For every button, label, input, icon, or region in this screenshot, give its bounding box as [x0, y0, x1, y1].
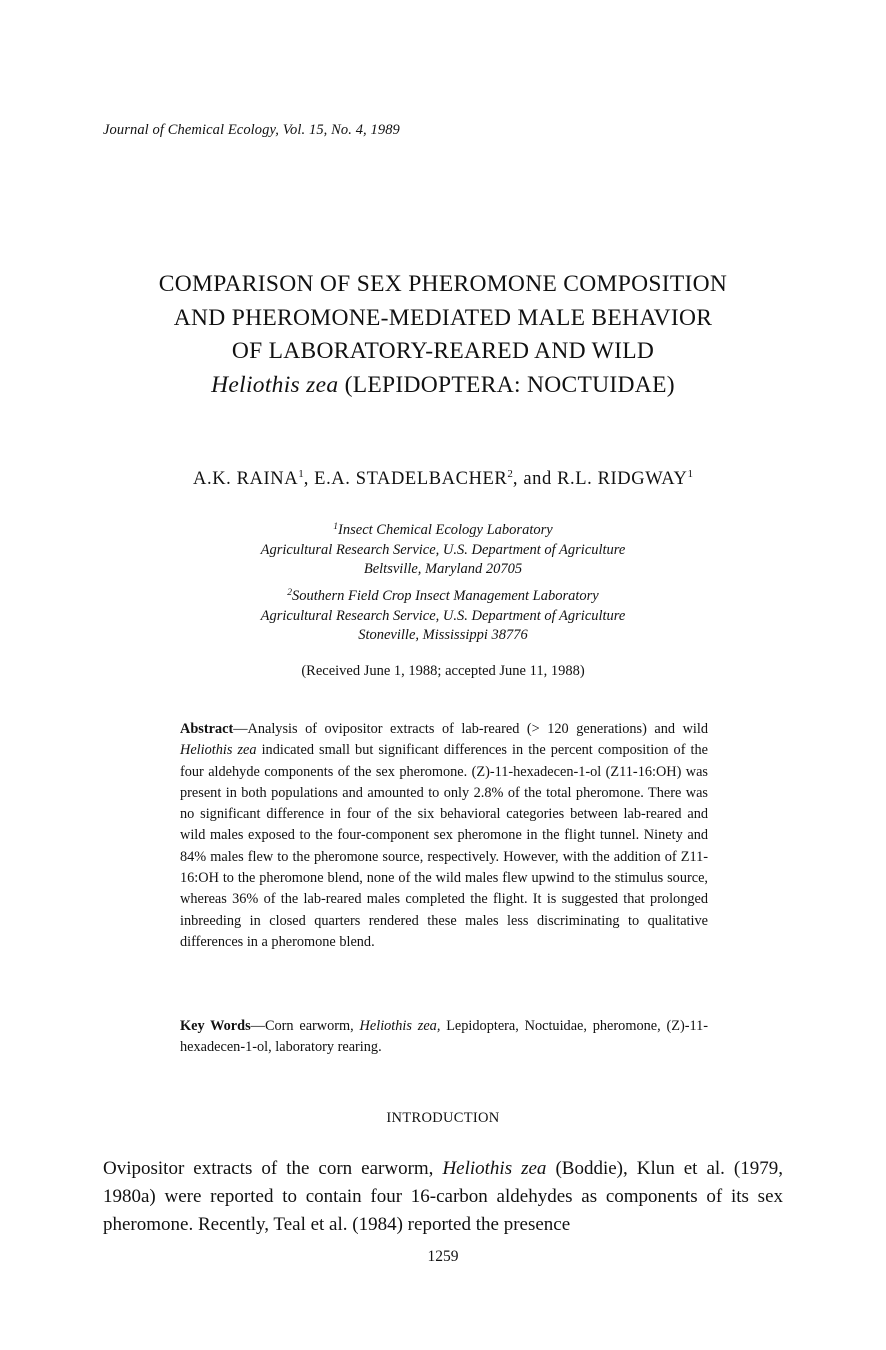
title-species-name: Heliothis zea [211, 371, 339, 398]
title-line-3: OF LABORATORY-REARED AND WILD [231, 338, 655, 364]
affiliation-location: Stoneville, Mississippi 38776 [358, 627, 528, 643]
abstract-species-name: Heliothis zea [180, 742, 257, 759]
author-name: R.L. RIDGWAY [557, 469, 688, 489]
keywords-paragraph [180, 1016, 708, 1059]
keywords-text-2: Lepidoptera, Noctuidae, pheromone, (Z)-11-hexadecen-1-ol, laboratory rearing. [180, 1018, 708, 1056]
author-separator: , and [512, 469, 558, 489]
received-dates: (Received June 1, 1988; accepted June 11, 1988) [301, 663, 585, 679]
intro-text-1: Ovipositor extracts of the corn earworm, [103, 1158, 443, 1179]
title-line-1: COMPARISON OF SEX PHEROMONE COMPOSITION [158, 271, 728, 297]
title-line-4 [60, 369, 826, 403]
keywords-label: Key Words [180, 1018, 251, 1034]
title-taxonomy: (LEPIDOPTERA: NOCTUIDAE) [338, 371, 675, 398]
affiliation-1 [60, 518, 826, 580]
abstract-label: Abstract [180, 721, 234, 737]
journal-citation: Journal of Chemical Ecology, Vol. 15, No. 4, 1989 [103, 122, 400, 138]
article-title [60, 268, 826, 402]
abstract-dash: — [233, 721, 248, 737]
intro-text-2: (Boddie), Klun et al. (1979, 1980a) were reported to contain four 16-carbon aldehydes as components of its sex pheromone. Recently, Teal et al. (1984) reported the presence [103, 1158, 783, 1235]
abstract-text-2: indicated small but significant differences in the percent composition of the four aldehyde components of the sex pheromone. (Z)-11-hexadecen-1-ol (Z11-16:OH) was present in both populations and amounted to only 2.8% of the total pheromone. There was no significant difference in four of the six behavioral categories between lab-reared and wild males exposed to the four-component sex pheromone in the flight tunnel. Ninety and 84% males flew to the pheromone source, respectively. However, with the addition of Z11-16:OH to the pheromone blend, none of the wild males flew upwind to the stimulus source, whereas 36% of the lab-reared males completed the flight. It is suggested that prolonged inbreeding in closed quarters rendered these males less discriminating to qualitative differences in a pheromone blend. [180, 742, 708, 950]
affiliation-marker: 1 [333, 522, 339, 532]
author-separator: , [303, 469, 315, 489]
affiliation-lab [60, 584, 826, 607]
affiliation-marker: 2 [287, 588, 292, 598]
author-list [60, 468, 826, 490]
affiliation-location: Beltsville, Maryland 20705 [363, 561, 523, 577]
affiliation-lab-name: Southern Field Crop Insect Management Laboratory [292, 588, 599, 604]
keywords-text-1: Corn earworm, [264, 1018, 360, 1034]
affiliation-lab-name: Insect Chemical Ecology Laboratory [338, 522, 553, 538]
page-number: 1259 [427, 1248, 459, 1265]
author-affiliation-marker: 2 [507, 468, 513, 480]
introduction-paragraph [103, 1155, 783, 1239]
affiliation-lab [60, 518, 826, 541]
keywords-species-name: Heliothis zea, [359, 1018, 441, 1034]
introduction-heading: INTRODUCTION [386, 1110, 500, 1126]
author-affiliation-marker: 1 [298, 468, 304, 480]
affiliation-organization: Agricultural Research Service, U.S. Department of Agriculture [260, 607, 626, 624]
affiliation-2 [60, 584, 826, 646]
intro-species-name: Heliothis zea [442, 1158, 547, 1179]
keywords-dash: — [250, 1018, 265, 1034]
title-line-2: AND PHEROMONE-MEDIATED MALE BEHAVIOR [173, 304, 713, 331]
abstract-paragraph [180, 719, 708, 953]
abstract-text-1: Analysis of ovipositor extracts of lab-reared (> 120 generations) and wild [247, 721, 708, 737]
affiliation-organization: Agricultural Research Service, U.S. Department of Agriculture [260, 541, 626, 558]
author-name: A.K. RAINA [193, 469, 299, 489]
author-affiliation-marker: 1 [687, 468, 693, 480]
author-name: E.A. STADELBACHER [314, 469, 508, 489]
